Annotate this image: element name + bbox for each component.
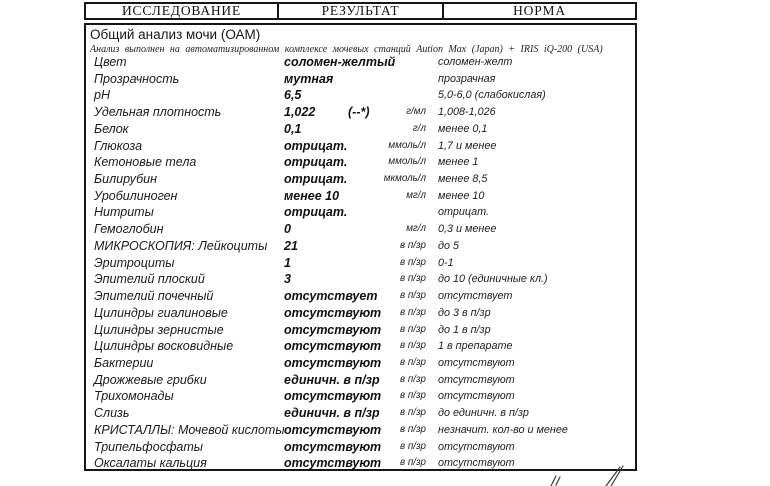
cell-name: КРИСТАЛЛЫ: Мочевой кислоты [94, 422, 285, 437]
cell-result: отсутствуют [284, 339, 382, 354]
table-row [86, 188, 635, 205]
cell-result: отсутствуют [284, 322, 382, 337]
cell-result: 21 [284, 238, 298, 253]
cell-result: отсутствуют [284, 439, 382, 454]
cell-result: отсутствуют [284, 389, 382, 404]
cell-result: 6,5 [284, 88, 302, 103]
cell-result: отсутствуют [284, 355, 382, 370]
table-row [86, 71, 635, 88]
report-rows [86, 54, 635, 472]
cell-norm: отсутствуют [438, 373, 515, 386]
cell-name: Эпителий плоский [94, 272, 205, 287]
cell-name: Белок [94, 121, 129, 136]
pen-marks [540, 450, 650, 486]
table-row [86, 355, 635, 372]
cell-name: Удельная плотность [94, 105, 222, 120]
table-row [86, 338, 635, 355]
cell-name: Слизь [94, 406, 130, 421]
cell-result: отрицат. [284, 155, 348, 170]
cell-unit: в п/зр [400, 290, 426, 302]
table-row [86, 271, 635, 288]
cell-norm: до единичн. в п/зр [438, 407, 529, 420]
cell-name: Дрожжевые грибки [94, 372, 207, 387]
cell-result: менее 10 [284, 188, 340, 203]
cell-result: соломен-желтый [284, 55, 396, 69]
cell-result: отрицат. [284, 138, 348, 153]
cell-name: Гемоглобин [94, 222, 164, 237]
cell-unit: в п/зр [400, 457, 426, 469]
cell-unit: в п/зр [400, 423, 426, 435]
cell-unit: мг/л [406, 223, 426, 235]
table-row [86, 121, 635, 138]
cell-norm: менее 0,1 [438, 122, 488, 135]
table-row [86, 204, 635, 221]
cell-result: отсутствует [284, 289, 378, 304]
report-title: Общий анализ мочи (ОАМ) [90, 27, 261, 42]
cell-extra: (--*) [348, 105, 370, 120]
column-header-issledovanie: ИССЛЕДОВАНИЕ [121, 4, 242, 18]
table-row [86, 255, 635, 272]
cell-norm: 1 в препарате [438, 340, 513, 353]
table-row [86, 372, 635, 389]
cell-unit: в п/зр [400, 340, 426, 352]
cell-unit: в п/зр [400, 273, 426, 285]
cell-norm: отрицат. [438, 206, 490, 219]
cell-name: Уробилиноген [94, 188, 178, 203]
cell-name: МИКРОСКОПИЯ: Лейкоциты [94, 238, 268, 253]
cell-result: мутная [284, 71, 334, 86]
cell-name: Цилиндры зернистые [94, 322, 224, 337]
cell-name: Эритроциты [94, 255, 175, 270]
cell-unit: ммоль/л [388, 156, 426, 168]
cell-result: единичн. в п/зр [284, 406, 380, 421]
cell-unit: в п/зр [400, 323, 426, 335]
cell-norm: до 5 [438, 239, 459, 252]
cell-result: отсутствуют [284, 305, 382, 320]
cell-name: Бактерии [94, 355, 154, 370]
cell-norm: отсутствуют [438, 440, 515, 453]
cell-norm: соломен-желт [438, 56, 513, 68]
table-row [86, 288, 635, 305]
table-row [86, 154, 635, 171]
cell-unit: г/л [412, 122, 426, 134]
cell-unit: в п/зр [400, 306, 426, 318]
cell-name: Прозрачность [94, 71, 180, 86]
cell-unit: ммоль/л [388, 139, 426, 151]
cell-result: отрицат. [284, 205, 348, 220]
cell-norm: прозрачная [438, 72, 496, 85]
cell-name: Цилиндры восковидные [94, 339, 234, 354]
table-row [86, 138, 635, 155]
cell-norm: отсутствуют [438, 390, 515, 403]
cell-name: Трихомонады [94, 389, 174, 404]
table-row [86, 221, 635, 238]
cell-name: Оксалаты кальция [94, 456, 207, 471]
cell-result: отсутствуют [284, 456, 382, 471]
cell-unit: мг/л [406, 189, 426, 201]
table-row [86, 104, 635, 121]
cell-norm: 0,3 и менее [438, 223, 497, 236]
cell-norm: 5,0-6,0 (слабокислая) [438, 89, 546, 102]
table-row [86, 54, 635, 71]
cell-unit: мкмоль/л [383, 173, 426, 185]
table-body [84, 23, 637, 471]
cell-name: Глюкоза [94, 138, 143, 153]
cell-unit: в п/зр [400, 373, 426, 385]
cell-name: pH [94, 88, 110, 103]
cell-result: 3 [284, 272, 291, 287]
cell-unit: в п/зр [400, 440, 426, 452]
cell-unit: в п/зр [400, 390, 426, 402]
cell-result: 0,1 [284, 121, 302, 136]
table-header-row [84, 2, 637, 20]
cell-norm: отсутствует [438, 290, 513, 303]
pen-tick-stroke-2 [556, 477, 560, 485]
cell-norm: до 3 в п/зр [438, 306, 491, 319]
table-row [86, 405, 635, 422]
cell-unit: в п/зр [400, 256, 426, 268]
table-row [86, 322, 635, 339]
cell-norm: незначит. кол-во и менее [438, 423, 568, 436]
table-row [86, 87, 635, 104]
column-header-rezultat: РЕЗУЛЬТАТ [277, 4, 442, 18]
cell-norm: 0-1 [438, 256, 454, 269]
analyzer-note: Анализ выполнен на автоматизированном комплексе мочевых станций Aution Max (Japan) + IRIS iQ-200 (USA) [90, 44, 603, 55]
pen-tick-stroke-1 [551, 476, 556, 486]
cell-result: 1 [284, 255, 291, 270]
cell-norm: менее 10 [438, 189, 485, 202]
cell-name: Кетоновые тела [94, 155, 197, 170]
cell-unit: в п/зр [400, 407, 426, 419]
table-row [86, 238, 635, 255]
cell-unit: г/мл [406, 106, 426, 118]
cell-result: 1,022 [284, 105, 316, 120]
table-row [86, 171, 635, 188]
table-row [86, 388, 635, 405]
cell-result: единичн. в п/зр [284, 372, 380, 387]
column-header-norma: НОРМА [442, 4, 635, 18]
cell-norm: отсутствуют [438, 457, 515, 470]
cell-result: отрицат. [284, 172, 348, 187]
cell-norm: 1,7 и менее [438, 139, 497, 152]
cell-result: отсутствуют [284, 422, 382, 437]
cell-name: Цвет [94, 55, 127, 69]
cell-name: Билирубин [94, 172, 158, 187]
cell-norm: 1,008-1,026 [438, 106, 496, 119]
cell-norm: менее 8,5 [438, 173, 488, 186]
cell-norm: до 10 (единичные кл.) [438, 273, 548, 286]
cell-name: Эпителий почечный [94, 289, 214, 304]
cell-name: Нитриты [94, 205, 154, 220]
cell-unit: в п/зр [400, 356, 426, 368]
cell-norm: менее 1 [438, 156, 479, 169]
cell-name: Цилиндры гиалиновые [94, 305, 228, 320]
cell-norm: до 1 в п/зр [438, 323, 491, 336]
cell-name: Трипельфосфаты [94, 439, 203, 454]
cell-norm: отсутствуют [438, 356, 515, 369]
table-row [86, 422, 635, 439]
cell-result: 0 [284, 222, 291, 237]
cell-unit: в п/зр [400, 239, 426, 251]
table-row [86, 305, 635, 322]
